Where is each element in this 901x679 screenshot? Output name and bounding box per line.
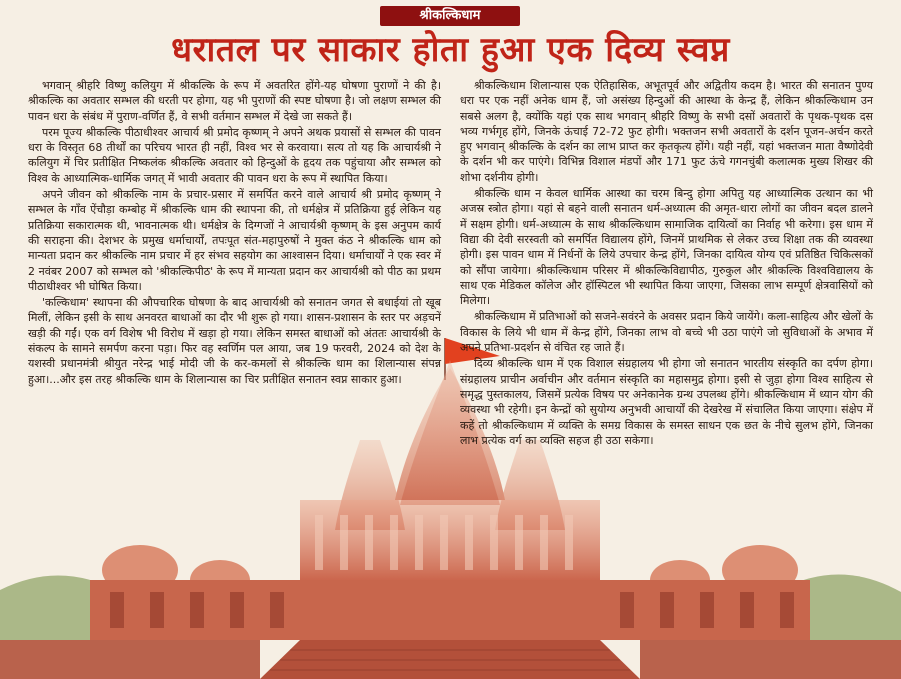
paragraph: भगवान् श्रीहरि विष्णु कलियुग में श्रीकल्कि के रूप में अवतरित होंगे-यह घोषणा पुराणों ने की है। श्रीकल्कि का अवतार सम्भल की धरती पर होगा, यह भी पुराणों की स्पष्ट घोषणा है। जो लक्षण सम्भल की पावन धरा के संबंध में पुराण-वर्णित हैं, वे सभी वर्तमान सम्भल में देखे जा सकते हैं। (28, 79, 441, 123)
paragraph: श्रीकल्कि धाम न केवल धार्मिक आस्था का चरम बिन्दु होगा अपितु यह आध्यात्मिक उत्थान का भी अजस्र स्त्रोत होगा। यहां से बहने वाली सनातन धर्म-अध्यात्म की अमृत-धारा लोगों का जीवन बदल डालने में सक्षम होगी। धर्म-अध्यात्म के साथ श्रीकल्किधाम सामाजिक दायित्वों का निर्वाह भी करेगा। इस धाम में विद्या की देवी सरस्वती को समर्पित विद्यालय होंगे, जिनमें प्राथमिक से लेकर उच्च शिक्षा तक की व्यवस्था होगी। इस पावन धाम में निर्धनों के लिये उपचार केन्द्र होंगे, जिनका दायित्व योग्य एवं प्रतिष्ठित चिकित्सकों को सौंपा जायेगा। श्रीकल्किधाम परिसर में श्रीकल्किविद्यापीठ, गुरुकुल और श्रीकल्कि विश्वविद्यालय के साथ एक मेडिकल कॉलेज और हॉस्पिटल भी स्थापित किया जाएगा, जिसका लाभ सम्पूर्ण क्षेत्रवासियों को मिलेगा। (460, 187, 873, 308)
paragraph: दिव्य श्रीकल्कि धाम में एक विशाल संग्रहालय भी होगा जो सनातन भारतीय संस्कृति का दर्पण होगा। संग्रहालय प्राचीन अर्वाचीन और वर्तमान संस्कृति का महासमुद्र होगा। इसी से जुड़ा होगा विश्व साहित्य से समृद्ध पुस्तकालय, जिसमें प्रत्येक विषय पर अनेकानेक ग्रन्थ उपलब्ध होंगे। श्रीकल्किधाम में ध्यान योग की व्यवस्था भी रहेगी। इन केन्द्रों को सुयोग्य अनुभवी आचार्यों की देखरेख में संचालित किया जाएगा। संक्षेप में कहें तो श्रीकल्किधाम में व्यक्ति के समग्र विकास के समस्त साधन एक छत के नीचे सुलभ होंगे, जिनका लाभ प्रत्येक वर्ग का व्यक्ति सहज ही उठा सकेगा। (460, 357, 873, 447)
paragraph: श्रीकल्किधाम शिलान्यास एक ऐतिहासिक, अभूतपूर्व और अद्वितीय कदम है। भारत की सनातन पुण्य धरा पर एक नहीं अनेक धाम हैं, जो असंख्य हिन्दुओं की आस्था के केन्द्र हैं, लेकिन श्रीकल्किधाम उन सबसे अलग है, क्योंकि यहां एक साथ भगवान् श्रीहरि विष्णु के सभी दसों अवतारों के पृथक-पृथक दस भव्य गर्भगृह होंगे, जिनके ऊंचाई 72-72 फुट होगी। भक्तजन सभी अवतारों के दर्शन पूजन-अर्चन करते हुए भगवान् श्रीकल्कि के दर्शन का लाभ प्राप्त कर कृतकृत्य होंगे। यही नहीं, यहां भक्तजन माता वैष्णोदेवी के दर्शन भी कर पाएंगे। विभिन्न विशाल मंडपों और 171 फुट ऊंचे गगनचुंबी कलात्मक मुख्य शिखर की शोभा दर्शनीय होगी। (460, 79, 873, 184)
section-kicker: श्रीकल्किधाम (380, 6, 520, 26)
page-title: धरातल पर साकार होता हुआ एक दिव्य स्वप्न (171, 30, 730, 70)
paragraph: श्रीकल्किधाम में प्रतिभाओं को सजने-सवंरने के अवसर प्रदान किये जायेंगे। कला-साहित्य और खेलों के विकास के लिये भी धाम में केन्द्र होंगे, जिनका लाभ वो बच्चे भी उठा पाएंगे जो सुविधाओं के अभाव में अपने प्रतिभा-प्रदर्शन से वंचित रह जाते हैं। (460, 310, 873, 355)
left-article-column (28, 78, 441, 388)
paragraph: परम पूज्य श्रीकल्कि पीठाधीश्वर आचार्य श्री प्रमोद कृष्णम् ने अपने अथक प्रयासों से सम्भल की पावन धरा के विस्तृत 68 तीर्थों का परिचय भारत ही नहीं, विश्व भर से करवाया। सत्य तो यह कि आचार्यश्री ने कलियुग में चिर प्रतीक्षित निष्कलंक श्रीकल्कि अवतार को हिन्दुओं के हृदय तक पहुंचाया और सम्भल को विश्व के आध्यात्मिक-धार्मिक जगत् में भावी अवतार की पावन धरा के रूप में स्थापित किया। (28, 125, 441, 185)
paragraph: 'कल्किधाम' स्थापना की औपचारिक घोषणा के बाद आचार्यश्री को सनातन जगत से बधाईयां तो खूब मिलीं, लेकिन इसी के साथ अनवरत बाधाओं का दौर भी शुरू हो गया। शासन-प्रशासन के स्तर पर अड़चनें खड़ी की गईं। एक वर्ग विशेष भी विरोध में खड़ा हो गया। लेकिन समस्त बाधाओं को अंततः आचार्यश्री के संकल्प के सामने समर्पण करना पड़ा। फिर वह स्वर्णिम पल आया, जब 19 फरवरी, 2024 को देश के यशस्वी प्रधानमंत्री श्रीयुत नरेन्द्र भाई मोदी जी के कर-कमलों से श्रीकल्कि धाम का शिलान्यास संपन्न हुआ।...और इस तरह श्रीकल्कि धाम के शिलान्यास का चिर प्रतीक्षित सनातन स्वप्न साकार हुआ। (28, 296, 441, 386)
right-article-column (460, 78, 873, 449)
paragraph: अपने जीवन को श्रीकल्कि नाम के प्रचार-प्रसार में समर्पित करने वाले आचार्य श्री प्रमोद कृष्णम् ने सम्भल के गाँव ऐंचौड़ा कम्बोह में श्रीकल्कि धाम की स्थापना की, तो धर्मक्षेत्र में प्रतिक्रिया हुई लेकिन यह प्रतिक्रिया सकारात्मक थी, भावनात्मक थी। धर्मक्षेत्र के दिग्गजों ने आचार्यश्री कृष्णम् के इस अनुपम कार्य की सराहना की। देशभर के प्रमुख धर्माचार्यों, तपःपूत संत-महापुरुषों ने मुक्त कंठ ने श्रीकल्कि धाम को मान्यता प्रदान कर श्रीकल्कि नाम प्रचार में हर संभव सहयोग का आश्वासन दिया। धर्माचार्यों ने एक स्वर में 2 नवंबर 2007 को सम्भल को 'श्रीकल्किपीठ' के रूप में मान्यता प्रदान कर आचार्यश्री को पीठ का प्रथम पीठाधीश्वर भी घोषित किया। (28, 188, 441, 293)
